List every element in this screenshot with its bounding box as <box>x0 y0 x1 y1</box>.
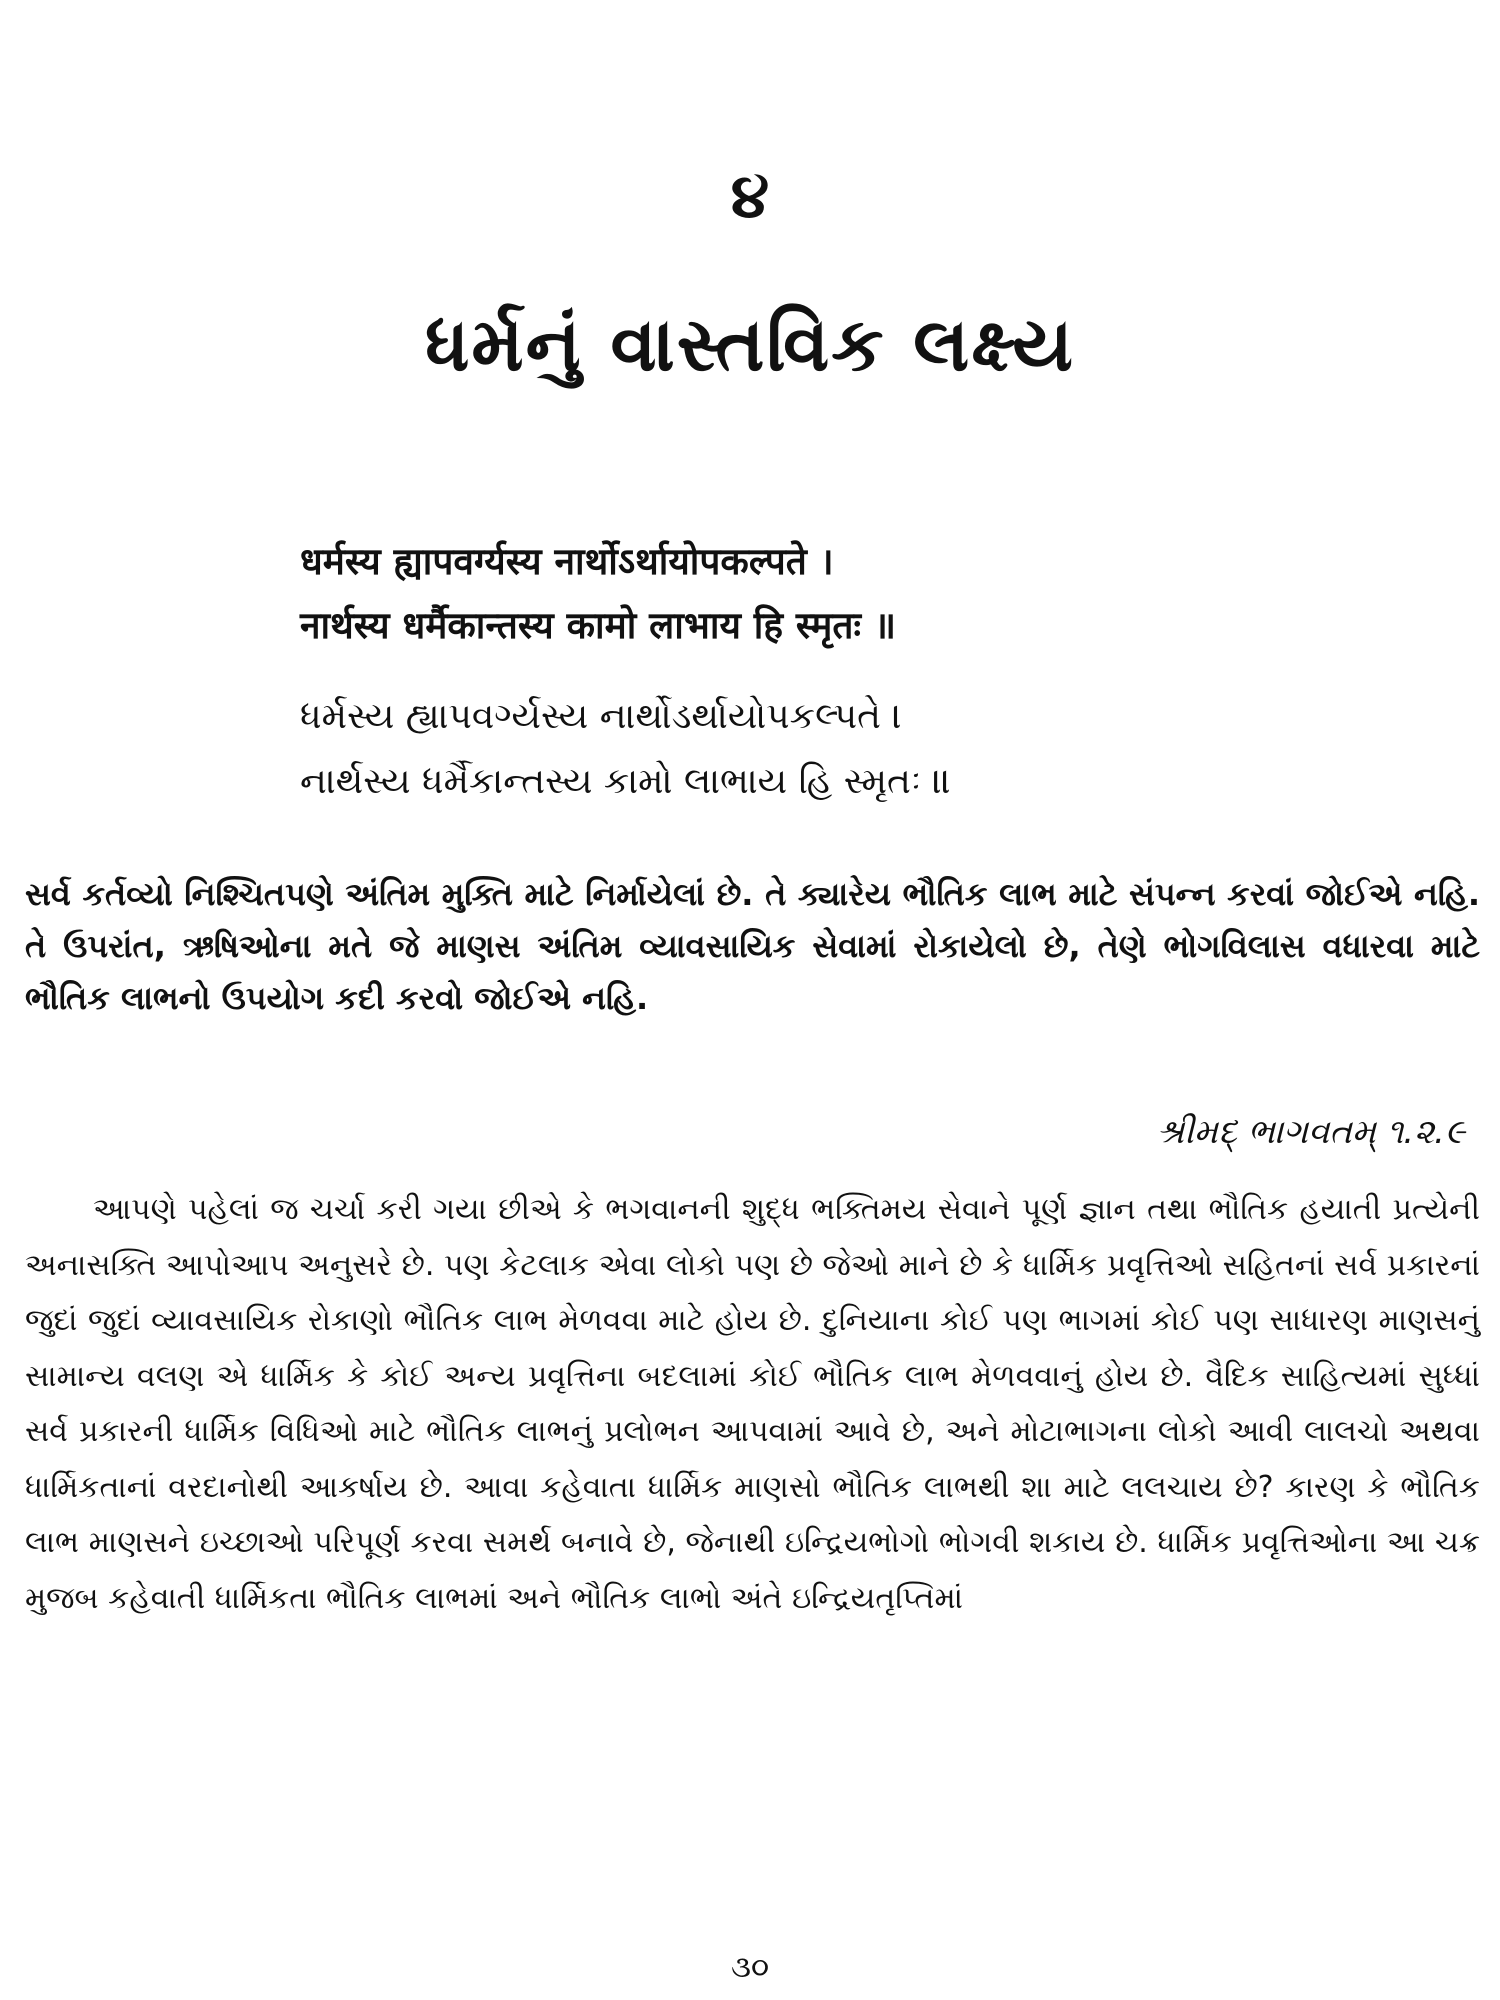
purport-paragraph: આપણે પહેલાં જ ચર્ચા કરી ગયા છીએ કે ભગવાનની શુદ્ધ ભક્તિમય સેવાને પૂર્ણ જ્ઞાન તથા ભૌતિક હયાતી પ્રત્યેની અનાસક્તિ આપોઆપ અનુસરે છે. પણ કેટલાક એવા લોકો પણ છે જેઓ માને છે કે ધાર્મિક પ્રવૃત્તિઓ સહિતનાં સર્વ પ્રકારનાં જુદાં જુદાં વ્યાવસાયિક રોકાણો ભૌતિક લાભ મેળવવા માટે હોય છે. દુનિયાના કોઈ પણ ભાગમાં કોઈ પણ સાધારણ માણસનું સામાન્ય વલણ એ ધાર્મિક કે કોઈ અન્ય પ્રવૃત્તિના બદલામાં કોઈ ભૌતિક લાભ મેળવવાનું હોય છે. વૈદિક સાહિત્યમાં સુધ્ધાં સર્વ પ્રકારની ધાર્મિક વિધિઓ માટે ભૌતિક લાભનું પ્રલોભન આપવામાં આવે છે, અને મોટાભાગના લોકો આવી લાલચો અથવા ધાર્મિકતાનાં વરદાનોથી આકર્ષાય છે. આવા કહેવાતા ધાર્મિક માણસો ભૌતિક લાભથી શા માટે લલચાય છે? કારણ કે ભૌતિક લાભ માણસને ઇચ્છાઓ પરિપૂર્ણ કરવા સમર્થ બનાવે છે, જેનાથી ઇન્દ્રિયભોગો ભોગવી શકાય છે. ધાર્મિક પ્રવૃત્તિઓના આ ચક્ર મુજબ કહેવાતી ધાર્મિકતા ભૌતિક લાભમાં અને ભૌતિક લાભો અંતે ઇન્દ્રિયતૃપ્તિમાં <box>25 1192 1480 1616</box>
verse-translation <box>25 868 1480 1024</box>
sanskrit-verse-gujarati-script <box>300 695 1380 825</box>
verse-line: धर्मस्य ह्यापवर्ग्यस्य नार्थोऽर्थायोपकल्पते । <box>300 540 834 583</box>
translation-text: સર્વ કર્તવ્યો નિશ્ચિતપણે અંતિમ મુક્તિ માટે નિર્માયેલાં છે. તે ક્યારેય ભૌતિક લાભ માટે સંપન્ન કરવાં જોઈએ નહિ. તે ઉપરાંત, ઋષિઓના મતે જે માણસ અંતિમ વ્યાવસાયિક સેવામાં રોકાયેલો છે, તેણે ભોગવિલાસ વધારવા માટે ભૌતિક લાભનો ઉપયોગ કદી કરવો જોઈએ નહિ. <box>25 875 1480 1017</box>
chapter-title: ધર્મનું વાસ્તવિક લક્ષ્ય <box>424 302 1076 388</box>
verse-line: ધર્મસ્ય હ્યાપવર્ગ્યસ્ય નાર્થોડર્થાયોપકલ્પતે । <box>300 696 903 737</box>
chapter-number: ૪ <box>730 159 770 232</box>
page-number: ૩૦ <box>730 1950 770 1985</box>
scripture-reference: શ્રીમદ્ ભાગવતમ્ ૧.૨.૯ <box>1156 1112 1465 1152</box>
sanskrit-verse-devanagari <box>300 540 1380 669</box>
verse-line: નાર્થસ્ય ધર્મૈકાન્તસ્ય કામો લાભાય હિ સ્મૃતઃ ॥ <box>300 761 952 803</box>
verse-line: नार्थस्य धर्मैकान्तस्य कामो लाभाय हि स्मृतः ॥ <box>300 604 897 648</box>
purport-body <box>25 1182 1480 1626</box>
